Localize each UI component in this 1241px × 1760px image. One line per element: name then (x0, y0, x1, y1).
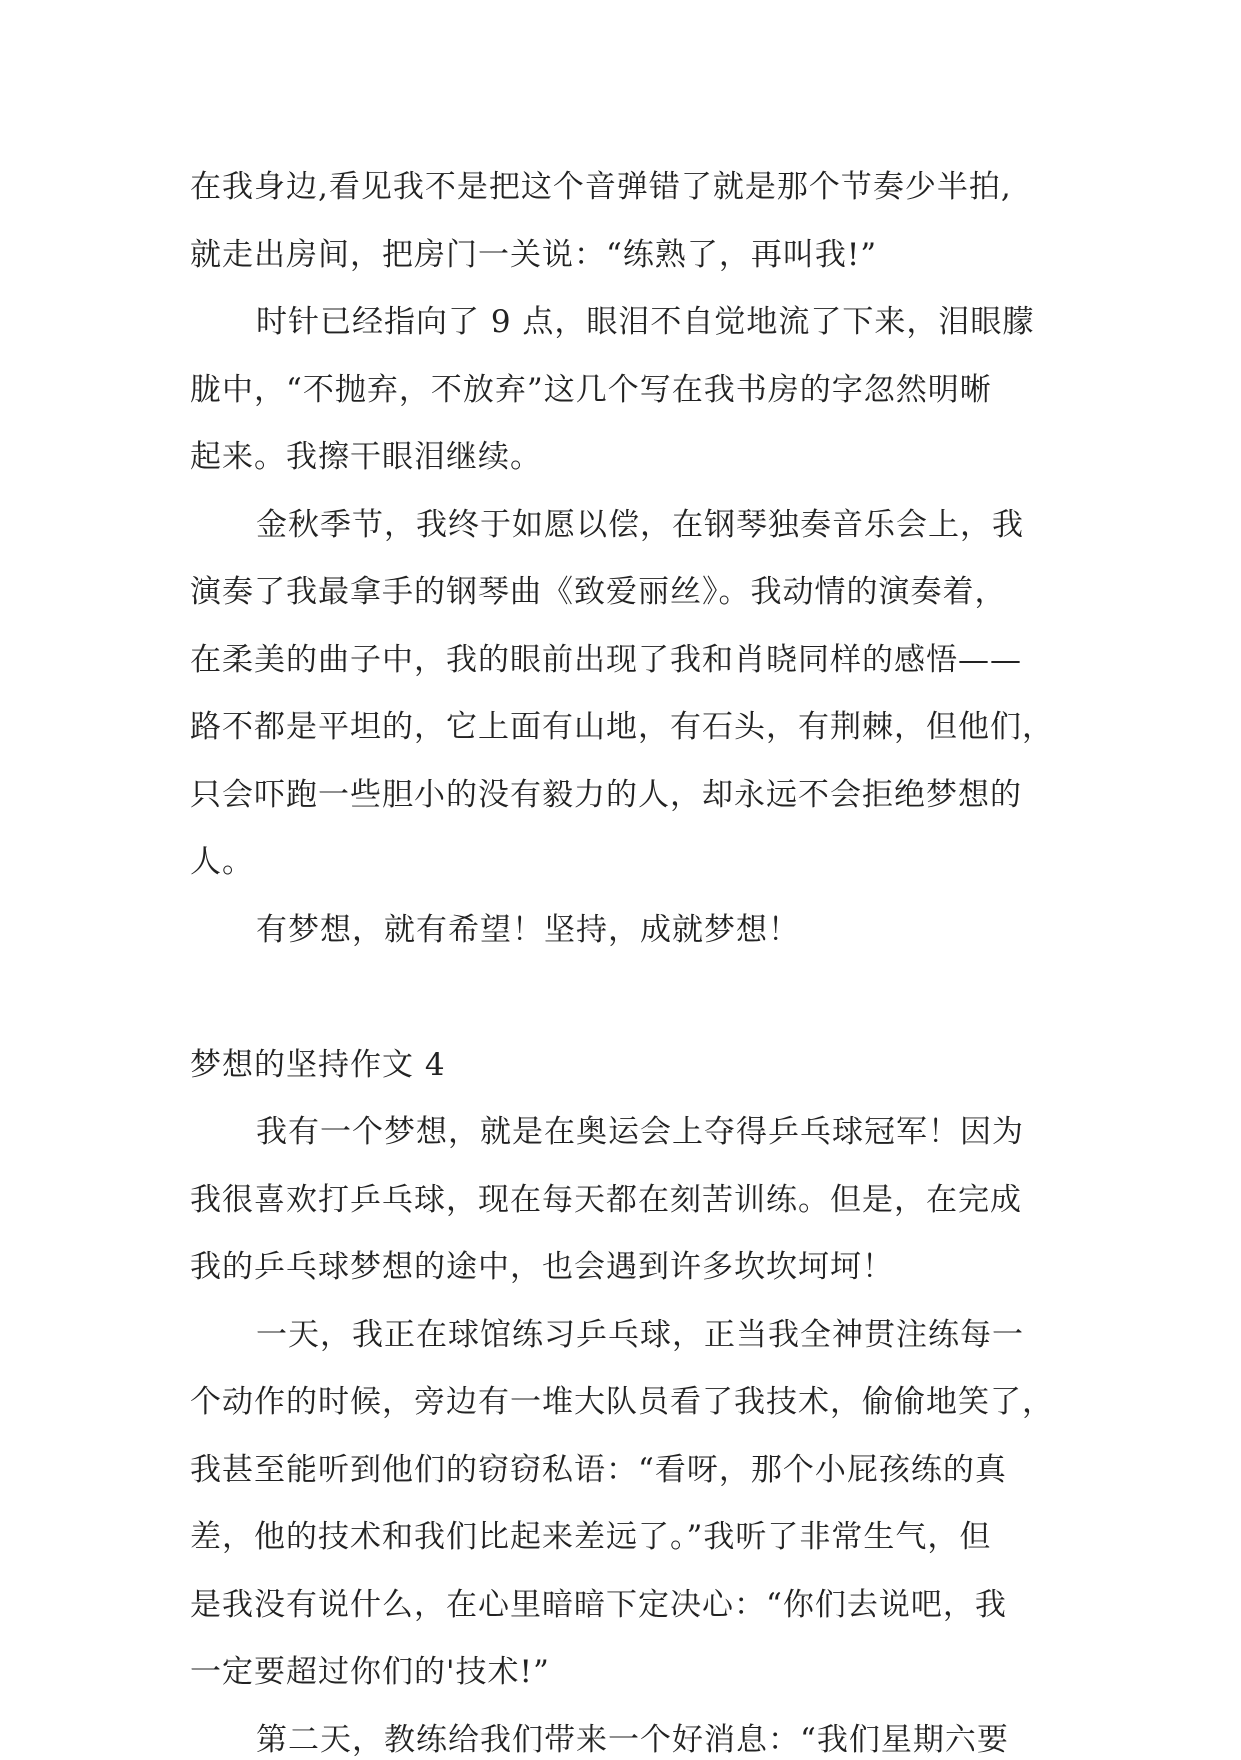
paragraph-line: 人。 (190, 844, 254, 880)
paragraph-line: 我有一个梦想，就是在奥运会上夺得乒乓球冠军！因为 (256, 1114, 1024, 1150)
paragraph-line: 在柔美的曲子中，我的眼前出现了我和肖晓同样的感悟—— (190, 642, 1022, 678)
paragraph-line: 一天，我正在球馆练习乒乓球，正当我全神贯注练每一 (256, 1317, 1024, 1353)
paragraph-line: 我的乒乓球梦想的途中，也会遇到许多坎坎坷坷！ (190, 1249, 894, 1285)
paragraph-line: 在我身边,看见我不是把这个音弹错了就是那个节奏少半拍, (190, 169, 1012, 205)
paragraph-line: 就走出房间，把房门一关说：“练熟了，再叫我!” (190, 237, 878, 273)
paragraph-line: 时针已经指向了 9 点，眼泪不自觉地流了下来，泪眼朦 (256, 304, 1035, 340)
paragraph-line: 演奏了我最拿手的钢琴曲《致爱丽丝》。我动情的演奏着， (190, 574, 1007, 610)
paragraph-line: 我很喜欢打乒乓球，现在每天都在刻苦训练。但是，在完成 (190, 1182, 1022, 1218)
paragraph-line: 我甚至能听到他们的窃窃私语：“看呀，那个小屁孩练的真 (190, 1452, 1007, 1488)
paragraph-line: 胧中，“不抛弃，不放弃”这几个写在我书房的字忽然明晰 (190, 372, 992, 408)
paragraph-line: 路不都是平坦的，它上面有山地，有石头，有荆棘，但他们， (190, 709, 1054, 745)
paragraph-line: 差，他的技术和我们比起来差远了。”我听了非常生气，但 (190, 1519, 992, 1555)
paragraph-line: 金秋季节，我终于如愿以偿，在钢琴独奏音乐会上，我 (256, 507, 1024, 543)
paragraph-line: 起来。我擦干眼泪继续。 (190, 439, 542, 475)
paragraph-line: 第二天，教练给我们带来一个好消息：“我们星期六要 (256, 1722, 1009, 1758)
paragraph-line: 是我没有说什么，在心里暗暗下定决心：“你们去说吧，我 (190, 1587, 1007, 1623)
paragraph-line: 有梦想，就有希望！坚持，成就梦想！ (256, 912, 800, 948)
paragraph-line: 个动作的时候，旁边有一堆大队员看了我技术，偷偷地笑了， (190, 1384, 1054, 1420)
paragraph-line: 一定要超过你们的'技术!” (190, 1654, 550, 1690)
section-title: 梦想的坚持作文 4 (190, 1047, 446, 1083)
paragraph-line: 只会吓跑一些胆小的没有毅力的人，却永远不会拒绝梦想的 (190, 777, 1022, 813)
